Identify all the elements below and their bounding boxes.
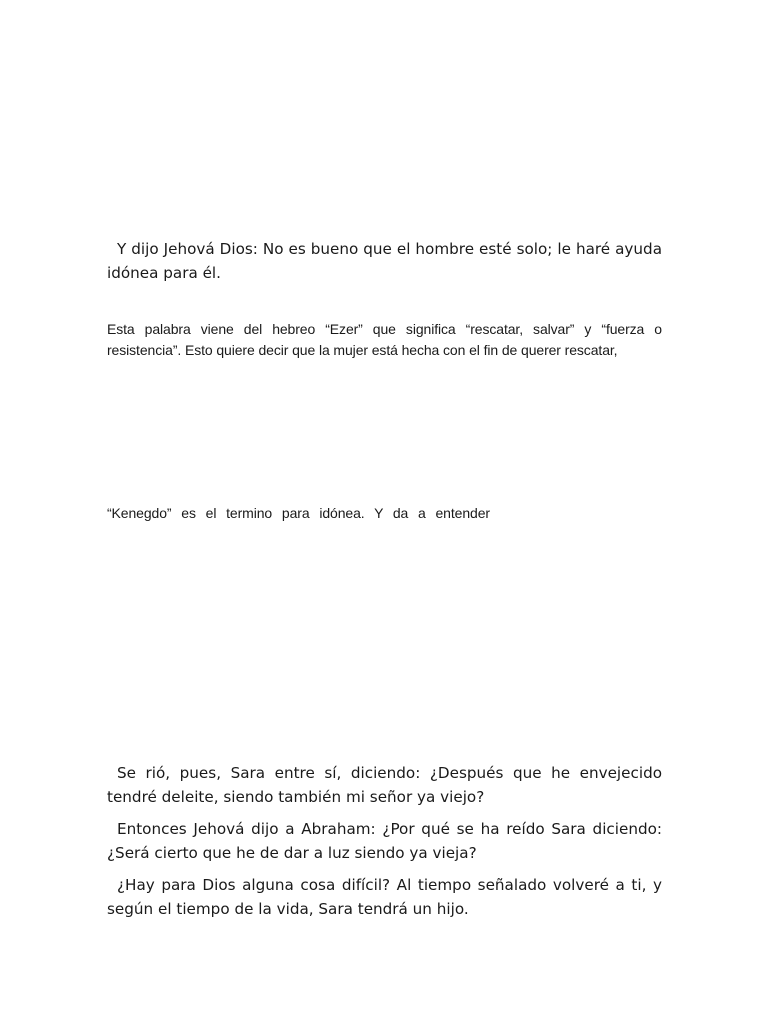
verse-paragraph: ¿Hay para Dios alguna cosa difícil? Al tiempo señalado volveré a ti, y según el tiempo de la vida, Sara tendrá un hijo.	[107, 876, 662, 918]
verse-paragraph: Y dijo Jehová Dios: No es bueno que el hombre esté solo; le haré ayuda idónea para él.	[107, 240, 662, 282]
note-paragraph-ezer: Esta palabra viene del hebreo “Ezer” que significa “rescatar, salvar” y “fuerza o resistencia”. Esto quiere decir que la mujer está hecha con el fin de querer rescatar,	[107, 321, 662, 358]
note-paragraph-kenegdo: “Kenegdo” es el termino para idónea. Y da a entender	[107, 505, 490, 521]
verse-paragraph: Se rió, pues, Sara entre sí, diciendo: ¿Después que he envejecido tendré deleite, siendo también mi señor ya viejo?	[107, 764, 662, 806]
verse-paragraph: Entonces Jehová dijo a Abraham: ¿Por qué se ha reído Sara diciendo: ¿Será cierto que he de dar a luz siendo ya vieja?	[107, 820, 662, 862]
